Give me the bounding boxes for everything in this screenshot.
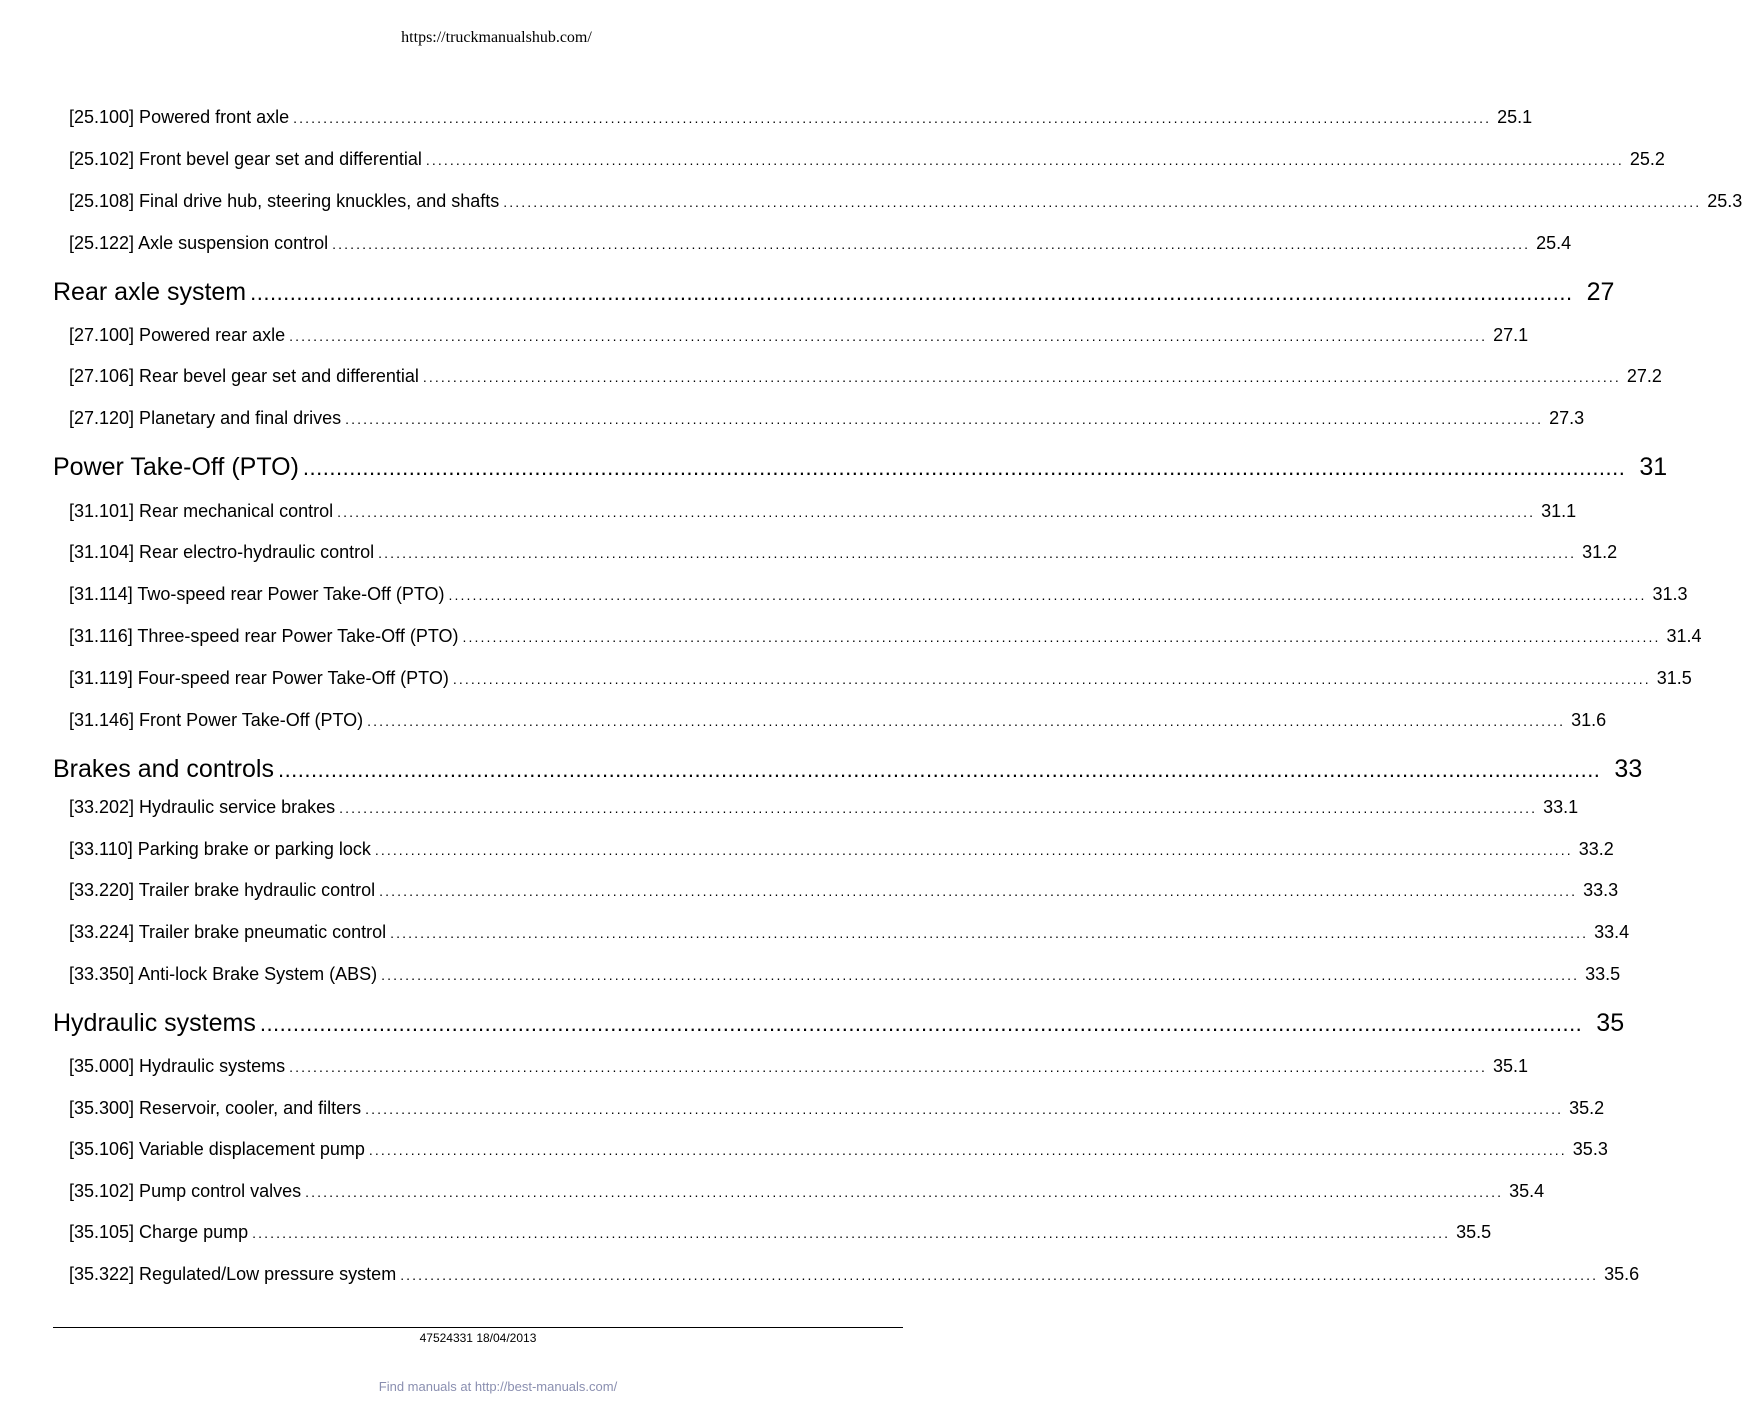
toc-dot-leader: ........................................................................................................................................................................................................ — [252, 1225, 1451, 1241]
toc-dot-leader: ........................................................................................................................................................................................................ — [293, 110, 1492, 126]
toc-entry-title: [27.100] Powered rear axle — [69, 325, 286, 345]
toc-entry-page-number: 35.3 — [1572, 1139, 1608, 1159]
toc-dot-leader: ........................................................................................................................................................................................................ — [345, 411, 1544, 427]
toc-entry-page-number: 27.2 — [1626, 366, 1662, 386]
toc-dot-leader: ........................................................................................................................................................................................................ — [425, 152, 1624, 168]
toc-section-entry[interactable] — [53, 755, 1643, 789]
toc-subsection-entry[interactable] — [69, 626, 1702, 652]
toc-subsection-entry[interactable] — [69, 233, 1572, 259]
toc-entry-page-number: 33 — [1614, 755, 1643, 783]
toc-dot-leader: ........................................................................................................................................................................................................ — [378, 545, 1577, 561]
toc-dot-leader: ........................................................................................................................................................................................................ — [368, 1142, 1567, 1158]
toc-dot-leader: ........................................................................................................................................................................................................ — [462, 629, 1661, 645]
toc-dot-leader: ........................................................................................................................................................................................................ — [390, 925, 1589, 941]
toc-entry-page-number: 33.4 — [1594, 922, 1630, 942]
toc-subsection-entry[interactable] — [69, 922, 1630, 948]
toc-subsection-entry[interactable] — [69, 1098, 1605, 1124]
toc-subsection-entry[interactable] — [69, 839, 1614, 865]
toc-entry-title: [33.110] Parking brake or parking lock — [69, 839, 371, 859]
toc-subsection-entry[interactable] — [69, 408, 1585, 434]
footer-divider — [53, 1327, 903, 1328]
footer-find-manuals-link[interactable]: Find manuals at http://best-manuals.com/ — [378, 1379, 618, 1394]
footer-document-info: 47524331 18/04/2013 — [419, 1331, 537, 1345]
toc-dot-leader: ........................................................................................................................................................................................................ — [503, 194, 1702, 210]
toc-subsection-entry[interactable] — [69, 964, 1621, 990]
toc-entry-title: [25.100] Powered front axle — [69, 107, 290, 127]
toc-entry-page-number: 35.1 — [1493, 1056, 1529, 1076]
toc-entry-page-number: 31.1 — [1541, 501, 1577, 521]
toc-entry-page-number: 31.2 — [1582, 542, 1618, 562]
toc-entry-page-number: 31.3 — [1652, 584, 1688, 604]
toc-entry-page-number: 25.4 — [1536, 233, 1572, 253]
toc-dot-leader: ........................................................................................................................................................................................................ — [339, 800, 1538, 816]
toc-entry-title: [25.122] Axle suspension control — [69, 233, 329, 253]
toc-dot-leader: ........................................................................................................................................................................................................ — [374, 842, 1573, 858]
toc-entry-title: [31.104] Rear electro-hydraulic control — [69, 542, 375, 562]
toc-subsection-entry[interactable] — [69, 542, 1618, 568]
toc-entry-title: [25.108] Final drive hub, steering knuckles, and shafts — [69, 191, 500, 211]
toc-entry-title: [35.300] Reservoir, cooler, and filters — [69, 1098, 362, 1118]
toc-entry-page-number: 35.6 — [1604, 1264, 1640, 1284]
toc-entry-title: [35.322] Regulated/Low pressure system — [69, 1264, 397, 1284]
toc-subsection-entry[interactable] — [69, 797, 1579, 823]
toc-subsection-entry[interactable] — [69, 1181, 1545, 1207]
toc-dot-leader: ........................................................................................................................................................................................................ — [422, 369, 1621, 385]
toc-subsection-entry[interactable] — [69, 1264, 1640, 1290]
toc-dot-leader: ........................................................................................................................................................................................................ — [400, 1267, 1599, 1283]
toc-subsection-entry[interactable] — [69, 366, 1662, 392]
toc-dot-leader: ........................................................................................................................................................................................................ — [337, 504, 1536, 520]
toc-entry-page-number: 27.1 — [1493, 325, 1529, 345]
toc-entry-page-number: 25.1 — [1497, 107, 1533, 127]
toc-section-entry[interactable] — [53, 453, 1668, 487]
toc-entry-title: Rear axle system — [53, 278, 247, 306]
toc-dot-leader: ........................................................................................................................................................................................................ — [365, 1101, 1564, 1117]
toc-entry-page-number: 31.6 — [1571, 710, 1607, 730]
toc-dot-leader: ........................................................................................................................................................................................................ — [452, 671, 1651, 687]
toc-entry-title: [31.114] Two-speed rear Power Take-Off (PTO) — [69, 584, 445, 604]
toc-entry-title: [35.102] Pump control valves — [69, 1181, 302, 1201]
toc-section-entry[interactable] — [53, 278, 1615, 312]
toc-dot-leader: ........................................................................................................................................................................................................ — [289, 328, 1488, 344]
toc-entry-title: Hydraulic systems — [53, 1009, 256, 1037]
toc-entry-page-number: 25.3 — [1707, 191, 1742, 211]
toc-entry-title: Brakes and controls — [53, 755, 274, 783]
toc-entry-title: [33.202] Hydraulic service brakes — [69, 797, 336, 817]
toc-entry-title: [31.116] Three-speed rear Power Take-Off (PTO) — [69, 626, 459, 646]
toc-dot-leader: ........................................................................................................................................................................................................ — [332, 236, 1531, 252]
toc-dot-leader: ........................................................................................................................................................................................................ — [277, 757, 1601, 782]
toc-section-entry[interactable] — [53, 1009, 1625, 1043]
toc-entry-title: [31.119] Four-speed rear Power Take-Off (PTO) — [69, 668, 449, 688]
toc-dot-leader: ........................................................................................................................................................................................................ — [250, 280, 1573, 305]
toc-entry-title: [33.224] Trailer brake pneumatic control — [69, 922, 387, 942]
toc-entry-page-number: 35.5 — [1456, 1222, 1492, 1242]
toc-entry-page-number: 33.3 — [1583, 880, 1619, 900]
toc-subsection-entry[interactable] — [69, 149, 1665, 175]
toc-entry-page-number: 33.2 — [1578, 839, 1614, 859]
toc-subsection-entry[interactable] — [69, 1139, 1608, 1165]
toc-dot-leader: ........................................................................................................................................................................................................ — [448, 587, 1647, 603]
toc-entry-page-number: 31.4 — [1666, 626, 1702, 646]
toc-subsection-entry[interactable] — [69, 1222, 1492, 1248]
toc-subsection-entry[interactable] — [69, 501, 1577, 527]
toc-subsection-entry[interactable] — [69, 880, 1619, 906]
toc-entry-title: [35.106] Variable displacement pump — [69, 1139, 365, 1159]
toc-entry-page-number: 27.3 — [1549, 408, 1585, 428]
toc-entry-title: [31.101] Rear mechanical control — [69, 501, 334, 521]
toc-entry-title: [27.120] Planetary and final drives — [69, 408, 342, 428]
toc-subsection-entry[interactable] — [69, 325, 1529, 351]
toc-dot-leader: ........................................................................................................................................................................................................ — [379, 883, 1578, 899]
toc-dot-leader: ........................................................................................................................................................................................................ — [381, 967, 1580, 983]
toc-subsection-entry[interactable] — [69, 191, 1742, 217]
toc-entry-title: [31.146] Front Power Take-Off (PTO) — [69, 710, 364, 730]
toc-subsection-entry[interactable] — [69, 710, 1607, 736]
toc-subsection-entry[interactable] — [69, 107, 1533, 133]
toc-entry-page-number: 35 — [1596, 1009, 1625, 1037]
toc-entry-page-number: 35.4 — [1509, 1181, 1545, 1201]
toc-entry-title: [33.350] Anti-lock Brake System (ABS) — [69, 964, 378, 984]
toc-entry-page-number: 31.5 — [1656, 668, 1692, 688]
toc-dot-leader: ........................................................................................................................................................................................................ — [259, 1011, 1583, 1036]
toc-entry-title: Power Take-Off (PTO) — [53, 453, 299, 481]
toc-entry-page-number: 35.2 — [1569, 1098, 1605, 1118]
toc-dot-leader: ........................................................................................................................................................................................................ — [302, 455, 1626, 480]
header-url: https://truckmanualshub.com/ — [401, 29, 592, 46]
toc-entry-page-number: 31 — [1639, 453, 1668, 481]
toc-dot-leader: ........................................................................................................................................................................................................ — [367, 713, 1566, 729]
toc-entry-page-number: 33.1 — [1543, 797, 1579, 817]
toc-subsection-entry[interactable] — [69, 668, 1692, 694]
toc-entry-title: [35.000] Hydraulic systems — [69, 1056, 286, 1076]
toc-dot-leader: ........................................................................................................................................................................................................ — [305, 1184, 1504, 1200]
toc-entry-title: [35.105] Charge pump — [69, 1222, 249, 1242]
toc-dot-leader: ........................................................................................................................................................................................................ — [289, 1059, 1488, 1075]
toc-entry-page-number: 25.2 — [1629, 149, 1665, 169]
toc-entry-title: [33.220] Trailer brake hydraulic control — [69, 880, 376, 900]
toc-entry-page-number: 27 — [1586, 278, 1615, 306]
toc-entry-title: [27.106] Rear bevel gear set and differential — [69, 366, 419, 386]
toc-subsection-entry[interactable] — [69, 584, 1688, 610]
toc-entry-title: [25.102] Front bevel gear set and differential — [69, 149, 422, 169]
toc-entry-page-number: 33.5 — [1585, 964, 1621, 984]
toc-subsection-entry[interactable] — [69, 1056, 1529, 1082]
